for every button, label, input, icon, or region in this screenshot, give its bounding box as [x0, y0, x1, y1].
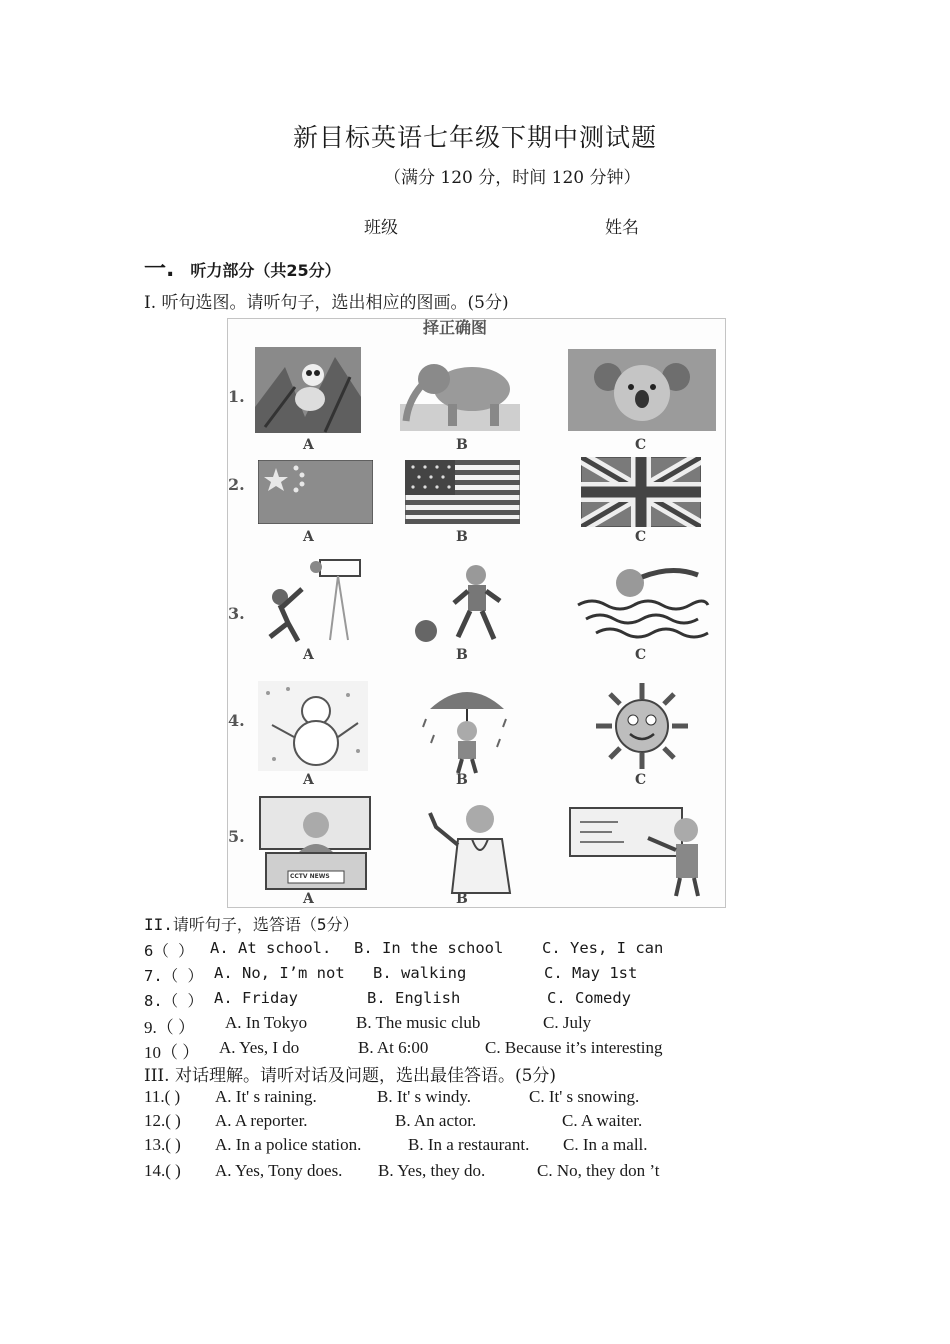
question-number: 7.（ — [144, 967, 179, 985]
question-11 — [144, 1087, 180, 1107]
question-10 — [144, 1038, 199, 1063]
question-number: 11.( — [144, 1087, 171, 1106]
part2-instruction: II.请听句子，选答语（5分） — [144, 915, 359, 934]
q7-option-b: B. walking — [373, 964, 467, 982]
doctor-icon — [424, 799, 524, 895]
elephant-icon — [400, 349, 520, 431]
q10-option-b: B. At 6:00 — [358, 1038, 429, 1057]
sun-icon — [582, 681, 702, 771]
figure-title: 择正确图 — [423, 318, 488, 337]
q9-option-c: C. July — [543, 1013, 592, 1032]
q9-option-a: A. In Tokyo — [225, 1013, 308, 1032]
picture-choice-figure — [227, 318, 726, 908]
news-anchor-icon — [258, 795, 373, 895]
q11-option-c: C. It' s snowing. — [529, 1087, 640, 1106]
q11-option-b: B. It' s windy. — [377, 1087, 472, 1106]
answer-blank[interactable]: ) — [170, 1087, 181, 1106]
panda-icon — [255, 347, 361, 433]
row-number-2: 2. — [228, 475, 245, 494]
q11-option-a: A. It' s raining. — [215, 1087, 317, 1106]
section-title: 听力部分（共25分） — [190, 261, 341, 280]
question-number: 6（ — [144, 942, 169, 960]
question-number: 10（ — [144, 1043, 178, 1062]
row-number-5: 5. — [228, 827, 245, 846]
row2-option-b: B — [456, 529, 468, 545]
row2-option-a: A — [303, 529, 314, 545]
section-heading — [144, 252, 341, 283]
answer-blank[interactable]: ） — [173, 1018, 195, 1037]
question-number: 8.（ — [144, 992, 179, 1010]
q12-option-c: C. A waiter. — [562, 1111, 643, 1130]
row5-option-a: A — [303, 891, 314, 907]
question-8 — [144, 989, 203, 1011]
row2-option-c: C — [635, 529, 647, 545]
swimmer-icon — [572, 555, 712, 645]
row-number-1: 1. — [228, 387, 245, 406]
question-number: 12.( — [144, 1111, 171, 1130]
answer-blank[interactable]: ) — [170, 1161, 181, 1180]
row3-option-b: B — [456, 647, 468, 663]
row1-option-b: B — [456, 437, 468, 453]
question-14 — [144, 1161, 181, 1181]
q12-option-b: B. An actor. — [395, 1111, 477, 1130]
row-number-4: 4. — [228, 711, 245, 730]
q7-option-a: A. No, I’m not — [214, 964, 345, 982]
snowman-icon — [258, 681, 368, 771]
q6-option-c: C. Yes, I can — [542, 939, 664, 957]
question-number: 13.( — [144, 1135, 171, 1154]
question-number: 9.（ — [144, 1018, 174, 1037]
usa-flag-icon — [405, 460, 520, 524]
question-7 — [144, 964, 203, 986]
row1-option-a: A — [303, 437, 314, 453]
answer-blank[interactable]: ) — [170, 1111, 181, 1130]
desk-sign-text: CCTV NEWS — [290, 873, 330, 880]
question-9 — [144, 1013, 195, 1038]
q6-option-b: B. In the school — [354, 939, 504, 957]
row3-option-a: A — [303, 647, 314, 663]
answer-blank[interactable]: ） — [178, 992, 204, 1010]
class-field-label: 班级 — [364, 218, 398, 238]
answer-blank[interactable]: ） — [168, 942, 194, 960]
row1-option-c: C — [635, 437, 647, 453]
question-13 — [144, 1135, 181, 1155]
row5-option-b: B — [456, 891, 468, 907]
teacher-icon — [568, 802, 718, 898]
answer-blank[interactable]: ） — [178, 1043, 200, 1062]
name-field-label: 姓名 — [605, 218, 639, 238]
question-number: 14.( — [144, 1161, 171, 1180]
q14-option-c: C. No, they don ’t — [537, 1161, 660, 1180]
answer-blank[interactable]: ) — [170, 1135, 181, 1154]
part1-instruction: I. 听句选图。请听句子，选出相应的图画。(5分) — [144, 293, 509, 313]
row3-option-c: C — [635, 647, 647, 663]
section-number: 一. — [144, 257, 175, 282]
q13-option-a: A. In a police station. — [215, 1135, 362, 1154]
q10-option-a: A. Yes, I do — [219, 1038, 300, 1057]
soccer-player-icon — [408, 557, 518, 647]
q6-option-a: A. At school. — [210, 939, 332, 957]
row4-option-a: A — [303, 772, 314, 788]
basketball-player-icon — [258, 555, 368, 645]
uk-flag-icon — [581, 457, 701, 527]
question-6 — [144, 939, 194, 961]
q13-option-b: B. In a restaurant. — [408, 1135, 530, 1154]
page-title: 新目标英语七年级下期中测试题 — [292, 123, 657, 152]
koala-icon — [568, 349, 716, 431]
q12-option-a: A. A reporter. — [215, 1111, 308, 1130]
score-time-note: （满分 120 分，时间 120 分钟） — [384, 168, 641, 188]
q8-option-c: C. Comedy — [547, 989, 631, 1007]
row-number-3: 3. — [228, 604, 245, 623]
q8-option-a: A. Friday — [214, 989, 298, 1007]
q14-option-a: A. Yes, Tony does. — [215, 1161, 343, 1180]
q8-option-b: B. English — [367, 989, 461, 1007]
q14-option-b: B. Yes, they do. — [378, 1161, 486, 1180]
q9-option-b: B. The music club — [356, 1013, 481, 1032]
q10-option-c: C. Because it’s interesting — [485, 1038, 663, 1057]
question-12 — [144, 1111, 181, 1131]
part3-instruction: III. 对话理解。请听对话及问题，选出最佳答语。(5分) — [144, 1066, 557, 1086]
answer-blank[interactable]: ） — [178, 967, 204, 985]
umbrella-rain-icon — [420, 679, 515, 774]
q13-option-c: C. In a mall. — [563, 1135, 648, 1154]
q7-option-c: C. May 1st — [544, 964, 638, 982]
row4-option-c: C — [635, 772, 647, 788]
row4-option-b: B — [456, 772, 468, 788]
china-flag-icon — [258, 460, 373, 524]
